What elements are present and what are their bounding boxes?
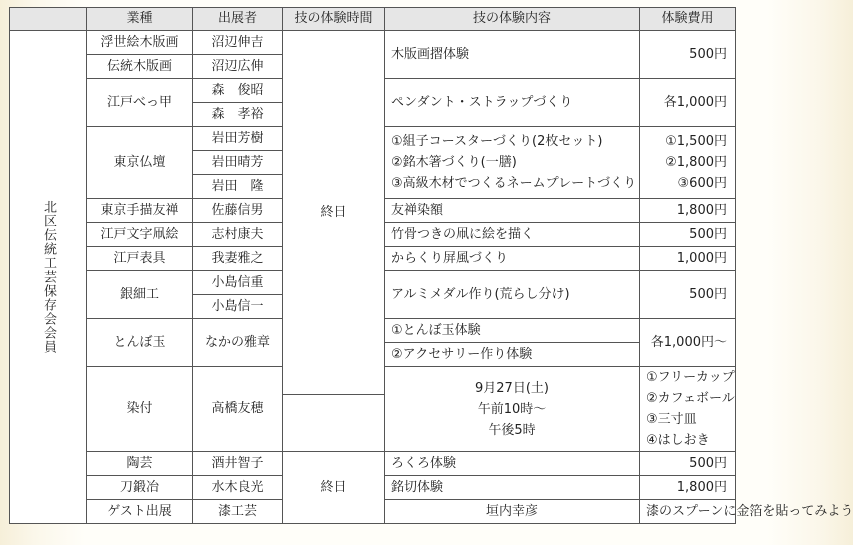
guest-label: ゲスト出展 [87,500,193,524]
header-time: 技の体験時間 [283,8,385,31]
time-cell-special [385,367,640,452]
exhibitor-cell: 沼辺伸吉 [193,31,283,55]
time-cell-all-day: 終日 [283,31,385,395]
time-cell-all-day-2: 終日 [283,452,385,524]
content-cell: 銘切体験 [385,476,640,500]
content-cell [385,127,640,199]
exhibitor-cell: 高橋友穂 [193,367,283,452]
table-header-row [10,8,736,31]
genre-cell: 江戸文字凧絵 [87,223,193,247]
exhibitor-cell: 水木良光 [193,476,283,500]
exhibitor-cell: 小島信重 [193,271,283,295]
fee-line: ①1,500円 [665,134,727,149]
genre-cell: 伝統木版画 [87,55,193,79]
header-group [10,8,87,31]
fee-cell: 500円 [640,271,736,319]
time-end: 午後5時 [488,422,536,438]
genre-cell: 刀鍛冶 [87,476,193,500]
fee-cell: 1,000円 [640,247,736,271]
content-cell: 竹骨つきの凧に絵を描く [385,223,640,247]
content-line: ③高級木材でつくるネームプレートづくり [391,176,637,191]
fee-cell [640,127,736,199]
exhibitor-cell: 岩田芳樹 [193,127,283,151]
content-cell: ②アクセサリー作り体験 [385,343,640,367]
genre-cell: 浮世絵木版画 [87,31,193,55]
exhibitor-table [9,7,853,524]
header-fee: 体験費用 [640,8,736,31]
content-cell: ろくろ体験 [385,452,640,476]
content-cell: アルミメダル作り(荒らし分け) [385,271,640,319]
fee-cell: 各1,000円〜 [640,319,736,367]
genre-cell: 江戸べっ甲 [87,79,193,127]
time-date: 9月27日(土) [475,380,549,396]
fee-cell: 各1,000円 [640,79,736,127]
content-cell: 木版画摺体験 [385,31,640,79]
header-exhibitor: 出展者 [193,8,283,31]
genre-cell: とんぼ玉 [87,319,193,367]
genre-cell: 銀細工 [87,271,193,319]
exhibitor-cell: 岩田晴芳 [193,151,283,175]
fee-cell: 500円 [640,223,736,247]
header-content: 技の体験内容 [385,8,640,31]
exhibitor-cell: 森 俊昭 [193,79,283,103]
fee-line: ③600円 [677,176,727,191]
genre-cell: 東京仏壇 [87,127,193,199]
exhibitor-cell: 森 孝裕 [193,103,283,127]
group-label: 北区伝統工芸保存会会員 [10,31,87,524]
exhibitor-cell: 我妻雅之 [193,247,283,271]
exhibitor-cell: 酒井智子 [193,452,283,476]
exhibitor-cell: 沼辺広伸 [193,55,283,79]
content-cell: ①とんぼ玉体験 [385,319,640,343]
exhibitor-cell: 佐藤信男 [193,199,283,223]
genre-cell: 漆工芸 [193,500,283,524]
table-row [10,31,736,55]
exhibitor-cell: なかの雅章 [193,319,283,367]
exhibitor-cell: 岩田 隆 [193,175,283,199]
content-cell [640,367,736,452]
genre-cell: 江戸表具 [87,247,193,271]
fee-cell: 500円 [640,31,736,79]
fee-cell: 1,800円 [640,199,736,223]
content-line: ①組子コースターづくり(2枚セット) [391,134,603,149]
table-row [10,452,736,476]
content-cell: 漆のスプーンに金箔を貼ってみよう [640,500,736,524]
genre-cell: 東京手描友禅 [87,199,193,223]
content-line: ②カフェボール [646,391,735,406]
genre-cell: 陶芸 [87,452,193,476]
exhibitor-cell: 小島信一 [193,295,283,319]
header-genre: 業種 [87,8,193,31]
fee-line: ②1,800円 [665,155,727,170]
content-line: ③三寸皿 [646,412,697,427]
content-line: ②銘木箸づくり(一膳) [391,155,517,170]
content-line: ④はしおき [646,433,710,448]
genre-cell: 染付 [87,367,193,452]
content-cell: ペンダント・ストラップづくり [385,79,640,127]
exhibitor-cell: 垣内幸彦 [385,500,640,524]
exhibitor-cell: 志村康夫 [193,223,283,247]
time-start: 午前10時〜 [477,401,547,417]
content-cell: からくり屏風づくり [385,247,640,271]
content-line: ①フリーカップ [646,370,735,385]
fee-cell: 1,800円 [640,476,736,500]
fee-cell: 500円 [640,452,736,476]
content-cell: 友禅染額 [385,199,640,223]
